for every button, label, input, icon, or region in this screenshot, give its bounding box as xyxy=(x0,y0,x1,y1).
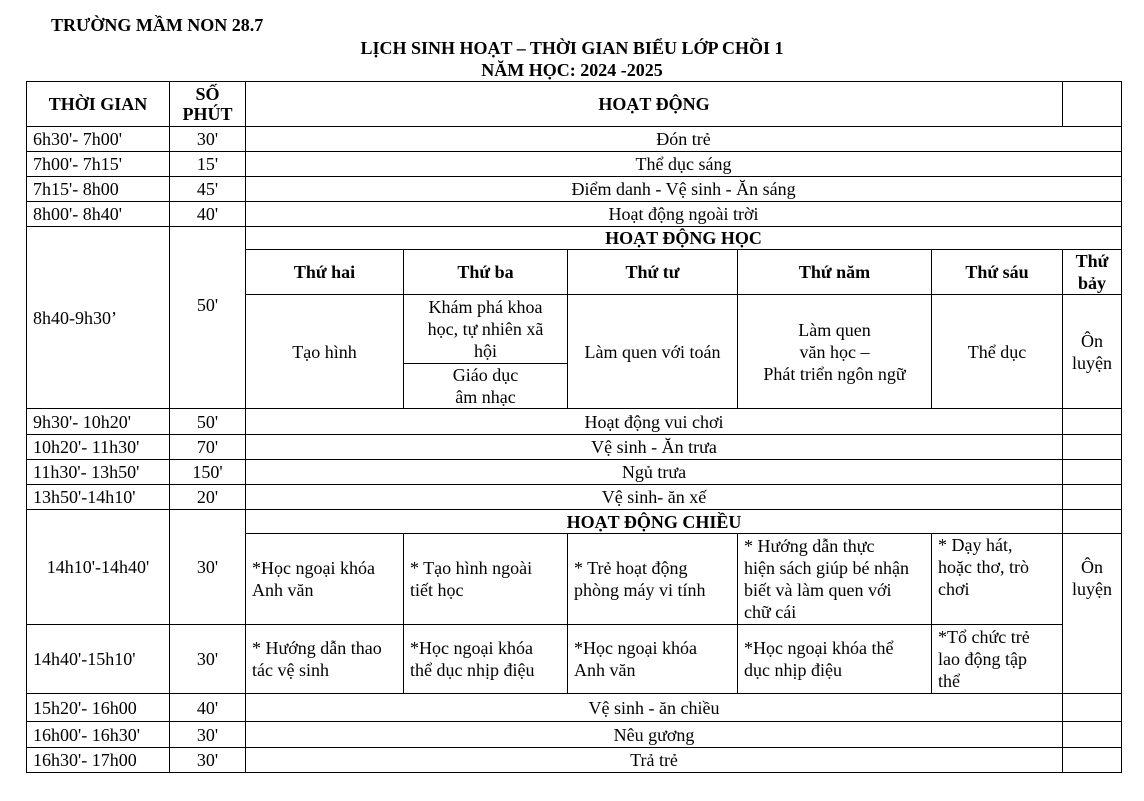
afternoon-minutes-2: 30' xyxy=(170,625,246,694)
afternoon-2-mon-line1: * Hướng dẫn thao xyxy=(252,638,382,658)
row-activity: Hoạt động vui chơi xyxy=(246,409,1063,435)
learning-tue-science-line1: Khám phá khoa xyxy=(428,297,543,317)
afternoon-section-row xyxy=(27,510,1122,534)
afternoon-section-blank xyxy=(1063,510,1122,534)
row-activity: Vệ sinh- ăn xế xyxy=(246,485,1063,510)
learning-minutes: 50' xyxy=(170,227,246,409)
weekday-thu: Thứ năm xyxy=(738,250,932,295)
afternoon-2-wed-line2: Anh văn xyxy=(574,660,636,680)
afternoon-1-fri xyxy=(932,534,1063,625)
header-minutes-line1: SỐ xyxy=(195,84,220,104)
afternoon-2-thu xyxy=(738,625,932,694)
weekday-sat-line1: Thứ xyxy=(1075,251,1109,271)
row-minutes: 30' xyxy=(170,722,246,748)
row-minutes: 40' xyxy=(170,694,246,722)
row-minutes: 30' xyxy=(170,127,246,152)
afternoon-1-fri-line1: * Dạy hát, xyxy=(938,535,1013,555)
learning-thu-line1: Làm quen xyxy=(798,319,871,340)
weekday-tue: Thứ ba xyxy=(404,250,568,295)
afternoon-1-mon-line1: *Học ngoại khóa xyxy=(252,558,375,578)
row-blank xyxy=(1063,485,1122,510)
row-minutes: 40' xyxy=(170,202,246,227)
row-time: 15h20'- 16h00 xyxy=(27,694,170,722)
row-activity: Trả trẻ xyxy=(246,748,1063,773)
table-row xyxy=(27,722,1122,748)
row-minutes: 20' xyxy=(170,485,246,510)
row-activity: Đón trẻ xyxy=(246,127,1122,152)
afternoon-1-mon xyxy=(246,534,404,625)
learning-wed: Làm quen với toán xyxy=(568,295,738,409)
row-activity: Điểm danh - Vệ sinh - Ăn sáng xyxy=(246,177,1122,202)
learning-fri: Thể dục xyxy=(932,295,1063,409)
row-time: 7h00'- 7h15' xyxy=(27,152,170,177)
row-minutes: 15' xyxy=(170,152,246,177)
header-minutes-line2: PHÚT xyxy=(182,104,233,124)
learning-tue-music-line1: Giáo dục xyxy=(452,365,519,385)
learning-sat-line2: luyện xyxy=(1072,352,1113,373)
learning-section-title: HOẠT ĐỘNG HỌC xyxy=(246,227,1122,250)
row-activity: Vệ sinh - ăn chiều xyxy=(246,694,1063,722)
afternoon-time-1: 14h10'-14h40' xyxy=(27,510,170,625)
row-time: 16h30'- 17h00 xyxy=(27,748,170,773)
header-activity: HOẠT ĐỘNG xyxy=(246,82,1063,127)
afternoon-2-thu-line2: dục nhịp điệu xyxy=(744,660,842,680)
weekday-sat-line2: bảy xyxy=(1078,273,1107,293)
learning-tue-music xyxy=(404,364,568,409)
header-minutes xyxy=(170,82,246,127)
row-time: 11h30'- 13h50' xyxy=(27,460,170,485)
afternoon-1-tue xyxy=(404,534,568,625)
schedule-table xyxy=(26,81,1122,773)
afternoon-1-wed-line2: phòng máy vi tính xyxy=(574,580,706,600)
header-time: THỜI GIAN xyxy=(27,82,170,127)
afternoon-1-fri-line3: chơi xyxy=(938,579,970,599)
weekday-wed: Thứ tư xyxy=(568,250,738,295)
afternoon-1-thu-line2: hiện sách giúp bé nhận xyxy=(744,558,909,578)
learning-tue-science xyxy=(404,295,568,364)
school-year: NĂM HỌC: 2024 -2025 xyxy=(481,60,663,80)
row-blank xyxy=(1063,748,1122,773)
afternoon-time-2: 14h40'-15h10' xyxy=(27,625,170,694)
header-blank xyxy=(1063,82,1122,127)
learning-thu-line2: văn học – xyxy=(799,341,870,362)
afternoon-1-thu-line1: * Hướng dẫn thực xyxy=(744,536,875,556)
row-blank xyxy=(1063,435,1122,460)
learning-tue-music-line2: âm nhạc xyxy=(455,387,516,407)
row-time: 6h30'- 7h00' xyxy=(27,127,170,152)
learning-tue-science-line2: học, tự nhiên xã xyxy=(427,319,544,339)
learning-sat xyxy=(1063,295,1122,409)
table-row xyxy=(27,127,1122,152)
afternoon-2-fri-line1: *Tổ chức trẻ xyxy=(938,627,1030,647)
learning-sat-line1: Ôn xyxy=(1081,330,1104,351)
row-time: 8h00'- 8h40' xyxy=(27,202,170,227)
afternoon-1-thu-line3: biết và làm quen với xyxy=(744,580,892,600)
afternoon-1-wed xyxy=(568,534,738,625)
row-blank xyxy=(1063,409,1122,435)
learning-thu xyxy=(738,295,932,409)
row-blank xyxy=(1063,460,1122,485)
afternoon-minutes-1: 30' xyxy=(170,510,246,625)
afternoon-2-mon-line2: tác vệ sinh xyxy=(252,660,329,680)
row-activity: Thể dục sáng xyxy=(246,152,1122,177)
afternoon-row-2 xyxy=(27,625,1122,694)
afternoon-2-fri xyxy=(932,625,1063,694)
afternoon-sat-line1: Ôn xyxy=(1081,557,1104,577)
row-blank xyxy=(1063,694,1122,722)
afternoon-1-fri-line2: hoặc thơ, trò xyxy=(938,557,1029,577)
afternoon-2-wed xyxy=(568,625,738,694)
afternoon-1-tue-line1: * Tạo hình ngoài xyxy=(410,558,533,578)
afternoon-2-fri-line2: lao động tập xyxy=(938,649,1027,669)
afternoon-2-fri-line3: thể xyxy=(938,671,960,691)
afternoon-1-thu-line4: chữ cái xyxy=(744,602,797,622)
document-title: LỊCH SINH HOẠT – THỜI GIAN BIỂU LỚP CHỒI 1 xyxy=(360,38,784,58)
afternoon-2-mon xyxy=(246,625,404,694)
afternoon-2-thu-line1: *Học ngoại khóa thể xyxy=(744,638,894,658)
row-time: 13h50'-14h10' xyxy=(27,485,170,510)
row-activity: Vệ sinh - Ăn trưa xyxy=(246,435,1063,460)
learning-thu-line3: Phát triển ngôn ngữ xyxy=(763,363,906,384)
afternoon-section-title: HOẠT ĐỘNG CHIỀU xyxy=(246,510,1063,534)
afternoon-sat-line2: luyện xyxy=(1072,579,1113,599)
afternoon-2-tue-line1: *Học ngoại khóa xyxy=(410,638,533,658)
afternoon-1-thu xyxy=(738,534,932,625)
row-minutes: 30' xyxy=(170,748,246,773)
table-row xyxy=(27,152,1122,177)
row-time: 9h30'- 10h20' xyxy=(27,409,170,435)
afternoon-2-tue xyxy=(404,625,568,694)
row-blank xyxy=(1063,722,1122,748)
table-row xyxy=(27,748,1122,773)
learning-section-row xyxy=(27,227,1122,250)
afternoon-1-tue-line2: tiết học xyxy=(410,580,464,600)
afternoon-2-wed-line1: *Học ngoại khóa xyxy=(574,638,697,658)
weekday-sat xyxy=(1063,250,1122,295)
afternoon-sat xyxy=(1063,534,1122,694)
row-minutes: 70' xyxy=(170,435,246,460)
table-row xyxy=(27,409,1122,435)
afternoon-1-mon-line2: Anh văn xyxy=(252,580,314,600)
header-row xyxy=(27,82,1122,127)
row-minutes: 45' xyxy=(170,177,246,202)
row-activity: Ngủ trưa xyxy=(246,460,1063,485)
row-time: 10h20'- 11h30' xyxy=(27,435,170,460)
school-name: TRƯỜNG MẦM NON 28.7 xyxy=(51,15,264,35)
row-time: 7h15'- 8h00 xyxy=(27,177,170,202)
row-minutes: 150' xyxy=(170,460,246,485)
row-activity: Hoạt động ngoài trời xyxy=(246,202,1122,227)
table-row xyxy=(27,177,1122,202)
afternoon-2-tue-line2: thể dục nhịp điệu xyxy=(410,660,535,680)
table-row xyxy=(27,202,1122,227)
weekday-fri: Thứ sáu xyxy=(932,250,1063,295)
row-time: 16h00'- 16h30' xyxy=(27,722,170,748)
row-minutes: 50' xyxy=(170,409,246,435)
table-row xyxy=(27,460,1122,485)
weekday-mon: Thứ hai xyxy=(246,250,404,295)
table-row xyxy=(27,694,1122,722)
row-activity: Nêu gương xyxy=(246,722,1063,748)
table-row xyxy=(27,485,1122,510)
learning-mon: Tạo hình xyxy=(246,295,404,409)
table-row xyxy=(27,435,1122,460)
learning-tue-science-line3: hội xyxy=(473,341,497,361)
afternoon-1-wed-line1: * Trẻ hoạt động xyxy=(574,558,688,578)
learning-time: 8h40-9h30’ xyxy=(27,227,170,409)
